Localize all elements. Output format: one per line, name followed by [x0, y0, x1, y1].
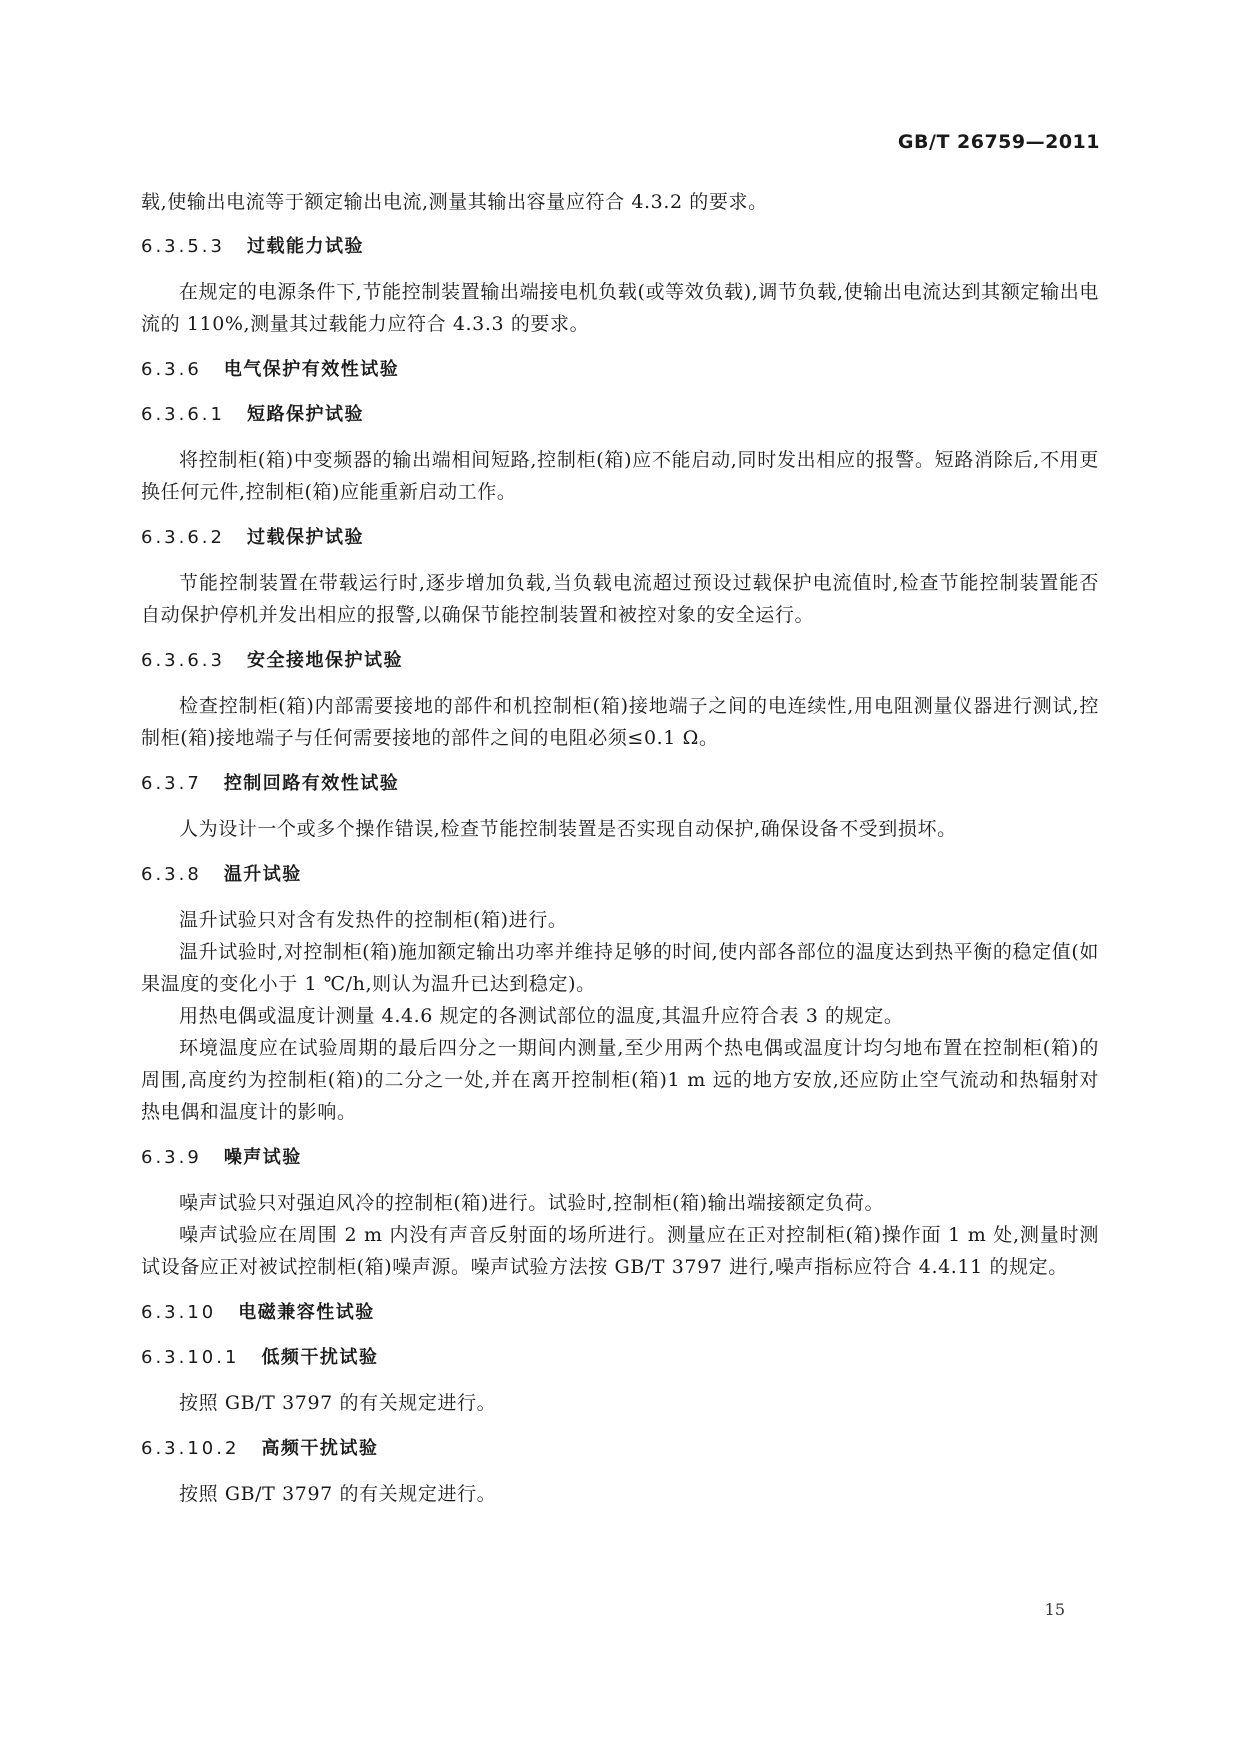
section-title: 噪声试验	[223, 1147, 302, 1168]
section-heading-6-3-7	[141, 768, 1099, 800]
section-heading-6-3-5-3	[141, 231, 1099, 263]
section-number: 6.3.8	[141, 864, 202, 885]
section-title: 电磁兼容性试验	[238, 1302, 375, 1323]
section-number: 6.3.6.1	[141, 404, 225, 425]
section-number: 6.3.6.2	[141, 527, 225, 548]
section-heading-6-3-6-1	[141, 399, 1099, 431]
section-title: 高频干扰试验	[261, 1438, 379, 1459]
section-heading-6-3-6-2	[141, 522, 1099, 554]
section-title: 电气保护有效性试验	[223, 359, 400, 380]
paragraph: 在规定的电源条件下,节能控制装置输出端接电机负载(或等效负载),调节负载,使输出电流达到其额定输出电流的 110%,测量其过载能力应符合 4.3.3 的要求。	[141, 281, 1099, 335]
paragraph: 人为设计一个或多个操作错误,检查节能控制装置是否实现自动保护,确保设备不受到损坏。	[179, 818, 957, 840]
paragraph: 噪声试验应在周围 2 m 内没有声音反射面的场所进行。测量应在正对控制柜(箱)操作面 1 m 处,测量时测试设备应正对被试控制柜(箱)噪声源。噪声试验方法按 GB/T 3797 进行,噪声指标应符合 4.4.11 的规定。	[141, 1224, 1099, 1278]
section-heading-6-3-8	[141, 859, 1099, 891]
section-title: 过载保护试验	[246, 527, 364, 548]
paragraph: 环境温度应在试验周期的最后四分之一期间内测量,至少用两个热电偶或温度计均匀地布置在控制柜(箱)的周围,高度约为控制柜(箱)的二分之一处,并在离开控制柜(箱)1 m 远的地方安放,还应防止空气流动和热辐射对热电偶和温度计的影响。	[141, 1037, 1099, 1123]
section-title: 控制回路有效性试验	[223, 773, 400, 794]
section-title: 低频干扰试验	[261, 1347, 379, 1368]
section-heading-6-3-10	[141, 1297, 1099, 1329]
section-number: 6.3.10	[141, 1302, 217, 1323]
section-heading-6-3-10-1	[141, 1342, 1099, 1374]
paragraph: 温升试验只对含有发热件的控制柜(箱)进行。	[179, 909, 568, 931]
section-heading-6-3-9	[141, 1142, 1099, 1174]
section-title: 短路保护试验	[246, 404, 364, 425]
section-title: 安全接地保护试验	[246, 650, 403, 671]
paragraph-continuation: 载,使输出电流等于额定输出电流,测量其输出容量应符合 4.3.2 的要求。	[141, 191, 768, 213]
section-number: 6.3.10.1	[141, 1347, 240, 1368]
section-number: 6.3.6	[141, 359, 202, 380]
section-heading-6-3-10-2	[141, 1433, 1099, 1465]
paragraph: 按照 GB/T 3797 的有关规定进行。	[179, 1483, 497, 1505]
page-number: 15	[1044, 1600, 1065, 1619]
section-title: 温升试验	[223, 864, 302, 885]
paragraph: 节能控制装置在带载运行时,逐步增加负载,当负载电流超过预设过载保护电流值时,检查节能控制装置能否自动保护停机并发出相应的报警,以确保节能控制装置和被控对象的安全运行。	[141, 572, 1099, 626]
section-heading-6-3-6	[141, 354, 1099, 386]
paragraph: 将控制柜(箱)中变频器的输出端相间短路,控制柜(箱)应不能启动,同时发出相应的报警。短路消除后,不用更换任何元件,控制柜(箱)应能重新启动工作。	[141, 449, 1099, 503]
section-number: 6.3.5.3	[141, 236, 225, 257]
paragraph: 噪声试验只对强迫风冷的控制柜(箱)进行。试验时,控制柜(箱)输出端接额定负荷。	[179, 1192, 885, 1214]
section-number: 6.3.7	[141, 773, 202, 794]
section-number: 6.3.10.2	[141, 1438, 240, 1459]
section-heading-6-3-6-3	[141, 645, 1099, 677]
paragraph: 用热电偶或温度计测量 4.4.6 规定的各测试部位的温度,其温升应符合表 3 的规定。	[179, 1005, 904, 1027]
paragraph: 检查控制柜(箱)内部需要接地的部件和机控制柜(箱)接地端子之间的电连续性,用电阻测量仪器进行测试,控制柜(箱)接地端子与任何需要接地的部件之间的电阻必须≤0.1 Ω。	[141, 695, 1099, 749]
section-title: 过载能力试验	[246, 236, 364, 257]
paragraph: 按照 GB/T 3797 的有关规定进行。	[179, 1392, 497, 1414]
section-number: 6.3.6.3	[141, 650, 225, 671]
standard-code-header: GB/T 26759—2011	[897, 131, 1100, 153]
document-body	[141, 186, 1099, 1510]
paragraph: 温升试验时,对控制柜(箱)施加额定输出功率并维持足够的时间,使内部各部位的温度达到热平衡的稳定值(如果温度的变化小于 1 ℃/h,则认为温升已达到稳定)。	[141, 941, 1099, 995]
section-number: 6.3.9	[141, 1147, 202, 1168]
